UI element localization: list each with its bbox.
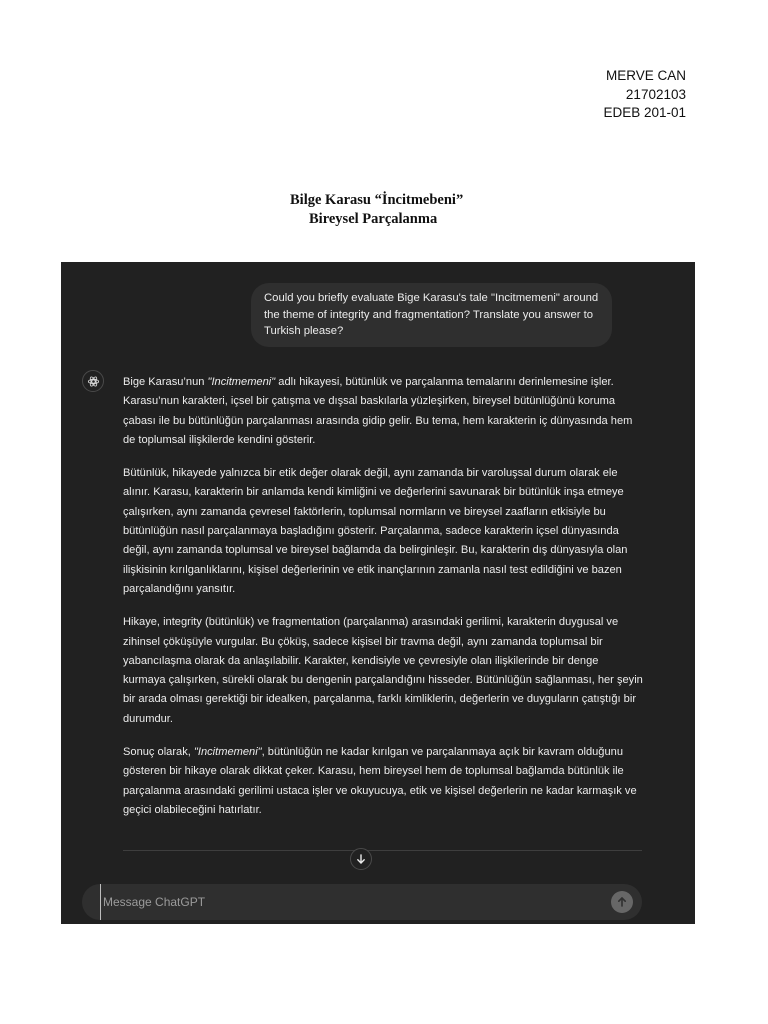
response-paragraph: Sonuç olarak, "Incitmemeni", bütünlüğün ne kadar kırılgan ve parçalanmaya açık bir kavram olduğunu gösteren bir hikaye olarak dikkat çeker. Karasu, hem bireysel hem de toplumsal bağlamda bütünlük ile parçalanma arasındaki gerilimi ustaca işler ve okuyucuya, etik ve kişisel değerlerin ne kadar karmaşık ve geçici olabileceğini hatırlatır. bbox=[123, 746, 637, 816]
title-sub: Bireysel Parçalanma bbox=[309, 211, 438, 227]
course-code: EDEB 201-01 bbox=[603, 105, 686, 120]
divider bbox=[123, 850, 642, 851]
arrow-up-icon bbox=[617, 897, 627, 907]
arrow-down-icon bbox=[356, 854, 366, 864]
response-paragraph: Bige Karasu’nun "Incitmemeni" adlı hikayesi, bütünlük ve parçalanma temalarını derinlemesine işler. Karasu’nun karakteri, içsel bir çatışma ve dışsal baskılarla yüzleşirken, bireysel bütünlüğünü koruma çabası ile bu bütünlüğün parçalanması arasında gidip gelir. Bu tema, hem karakterin iç dünyasında hem de toplumsal ilişkilerde kendini gösterir. bbox=[123, 376, 633, 446]
user-message-bubble: Could you briefly evaluate Bige Karasu's tale "Incitmemeni" around the theme of integrity and fragmentation? Translate you answer to Turkish please? bbox=[251, 283, 612, 347]
author-name: MERVE CAN bbox=[605, 68, 686, 83]
student-id: 21702103 bbox=[625, 86, 686, 102]
send-button[interactable] bbox=[611, 891, 633, 913]
openai-logo-icon bbox=[82, 370, 104, 392]
assistant-response bbox=[123, 373, 643, 834]
title-main: Bilge Karasu “İncitmebeni” bbox=[290, 192, 464, 208]
author-info bbox=[603, 67, 686, 123]
message-composer bbox=[82, 884, 642, 920]
message-input[interactable] bbox=[100, 884, 583, 920]
response-paragraph: Bütünlük, hikayede yalnızca bir etik değer olarak değil, aynı zamanda bir varoluşsal durum olarak ele alınır. Karasu, karakterin bir anlamda kendi kimliğini ve değerlerini savunarak bir bütünlük inşa etmeye çalışırken, aynı zamanda çevresel faktörlerin, toplumsal normların ve bireysel zaafların etkisiyle bu bütünlüğün nasıl parçalanmaya başladığını gösterir. Parçalanma, sadece karakterin içsel dünyasında değil, aynı zamanda toplumsal ve bireysel bağlamda da belirginleşir. Bu, karakterin dış dünyasıyla olan ilişkisinin kırılganlıklarını, kişisel değerlerinin ve etik inançlarının zamanla nasıl test edildiğini ve bazen parçalandığını yansıtır. bbox=[123, 467, 628, 595]
chat-screenshot bbox=[61, 262, 695, 924]
scroll-down-button[interactable] bbox=[350, 848, 372, 870]
response-paragraph: Hikaye, integrity (bütünlük) ve fragmentation (parçalanma) arasındaki gerilimi, karakterin duygusal ve zihinsel çöküşüyle vurgular. Bu çöküş, sadece kişisel bir travma değil, aynı zamanda toplumsal bir yabancılaşma olarak da anlaşılabilir. Karakter, kendisiyle ve çevresiyle olan ilişkilerinde bir denge kurmaya çalışırken, sürekli olarak bu dengenin parçalandığını hisseder. Bütünlüğün sağlanması, her şeyin bir arada olması gerektiği bir idealken, parçalanma, farklı kimliklerin, değerlerin ve duyguların çatıştığı bir durumdur. bbox=[123, 616, 643, 725]
